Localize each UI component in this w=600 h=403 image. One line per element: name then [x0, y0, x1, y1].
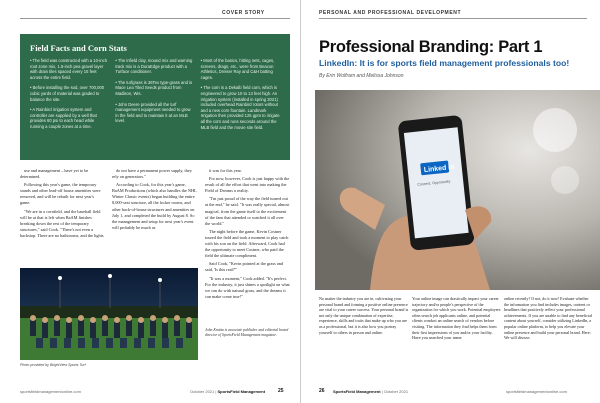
paragraph: The night before the game, Kevin Costner toured the field and took a moment to play catch with his son on the field. Afterward, Cook had the opportunity to meet Costner, who paid the field the ultimate compliment. [205, 228, 289, 259]
body-col-1: No matter the industry you are in, cultivating your personal brand and forming a positive online presence are vital to your career success. Your personal brand is not only the unique combination of expertise, experience, skills and traits that make up who you are as a professional, but it is also how you portray yourself to others in person and online. [319, 296, 409, 335]
body-col-2 [112, 168, 197, 233]
paragraph: Following this year's game, the temporary stands and other lead-off house amenities were removed, and will be rebuilt for next year's game. [20, 182, 101, 206]
sidebar-fact: • Before installing the sod, over 700,000 cubic yards of material was graded to balance the site. [30, 85, 105, 102]
right-page [300, 0, 600, 403]
body-col-3: online recently? If not, do it now! Evaluate whether the information you find includes images, content or headlines that positively reflect your professional achievements. If you are unable to find any beneficial content about yourself, consider utilizing LinkedIn, a popular online platform, to help you elevate your online presence and build your personal brand. Here: We will discuss [504, 296, 593, 341]
phone-photo [315, 90, 600, 290]
section-tag: PERSONAL AND PROFESSIONAL DEVELOPMENT [319, 10, 462, 16]
footer-magazine: SportsField Management [333, 389, 381, 394]
body-col-3 [205, 168, 290, 302]
body-col-2: Your online image can drastically impact your career trajectory and/or people's perspective of the organization for which you work. Potential employers often search job applicants online, and potential clients conduct an online search of vendors before visiting. The information they find helps them form their first impressions of you and/or your facility. Have you searched your name [412, 296, 501, 341]
paragraph: "It was a moment," Cook added. "It's perfect. For the industry, it just shines a spotlight on what we can do with natural grass, and the dreams it can make come true!" [205, 275, 290, 299]
paragraph: use and management – have yet to be determined. [20, 168, 89, 180]
footer-issue-date: October 2021 [383, 389, 409, 394]
photo-credit: Photo provided by BrightView Sports Turf [20, 363, 86, 367]
field-facts-sidebar [20, 34, 290, 160]
sidebar-fact: • The corn is a Dekalb field corn, which is engineered to grow 10 to 13 feet high. An irrigation system (installed in spring 2021) included overhead Rainbird rotors without and a new corn fountain. Landmark Irrigation then provided 125 gpm to irrigate all the corn and runs seconds around the MLB field and the movie site field. [200, 85, 280, 130]
sidebar-fact: • John Deere provided all the turf management equipment needed to grow in the field and to maintain it at an MLB level. [115, 101, 191, 124]
paragraph: do not have a permanent power supply, they rely on generators." [112, 168, 192, 180]
footer-url: sportsfieldmanagementonline.com [20, 389, 81, 394]
article-subtitle: LinkedIn: It is for sports field management professionals too! [319, 58, 570, 68]
sidebar-col-1 [30, 58, 109, 135]
footer-url: sportsfieldmanagementonline.com [506, 389, 567, 394]
sidebar-col-2 [115, 58, 194, 135]
section-tag: COVER STORY [222, 10, 265, 16]
header-rule [20, 18, 290, 19]
paragraph: "We are in a cornfield, and the baseball field will be at that is left when BaAM finishes breaking down the rest of the temporary structures," said Cook. "There's not even a backstop. There are no bathrooms, and the lights [20, 208, 104, 238]
sidebar-fact: • The field was constructed with a 10-inch root zone mix, 1.5-inch pea gravel layer with drain tiles spaced every 15 feet across the entire field. [30, 58, 108, 80]
footer-issue-date: October 2021 [190, 389, 215, 394]
team-photo [20, 268, 198, 360]
page-number: 25 [278, 388, 284, 394]
article-title: Professional Branding: Part 1 [319, 38, 543, 56]
sidebar-fact: • The turfgrass is 36Tex type-grass and is Mace Lea Tiled Seeds product from Madison, Wis. [115, 79, 193, 96]
sidebar-title: Field Facts and Corn Stats [30, 43, 127, 53]
body-col-1 [20, 168, 105, 241]
paragraph: it was for this year. [209, 168, 242, 173]
byline: By Erin Wolfram and Melissa Johnson [319, 73, 404, 79]
footer-magazine: SportsField Management [217, 389, 266, 394]
footer-issue: October 2021 | SportsField Management [190, 389, 266, 394]
paragraph: Said Cook, "Kevin pointed at the grass and said, 'Is this real?'" [205, 261, 284, 273]
sidebar-fact: • A Rainbird irrigation system and controller are supplied by a well that provides 60 psi to each head while running a couple zones at a time. [30, 107, 97, 129]
author-bio: John Kmitta is associate publisher and editorial brand director of SportsField Management magazine. [205, 328, 289, 337]
phone-caption: Connect. Opportunity. [417, 179, 452, 187]
sidebar-fact: • Most of the basics, hitting nets, cages, screens, drags, etc., were from Beacon Athletics, Dreiser Ray and C&H batting cages. [200, 58, 275, 80]
sidebar-col-3 [201, 58, 280, 135]
sidebar-fact: • The infield clay, mound mix and warning track mix is a DuraEdge product with a Turface conditioner. [115, 58, 193, 75]
page-number: 26 [319, 388, 325, 394]
paragraph: According to Cook, for this year's game, BaAM Productions (which also handles the NHL Winter Classic events) began building the entire 8,000-seat structure, all the locker rooms, and other back-of-house structures and amenities on July 1, and completed the build by August 8. So the management and setup for next year's event will probably be much as [112, 182, 197, 230]
paragraph: For now, however, Cook is just happy with the result of all the effort that went into making the Field of Dreams a reality. [205, 176, 290, 194]
paragraph: "I'm just proud of the way the field turned out at the end," he said. "It was really special, almost magical, from the game itself to the excitement of the fans that attended or watched it all over the world." [205, 196, 290, 226]
header-rule [319, 18, 587, 19]
linkedin-logo-text: Linked in [423, 163, 455, 175]
footer-issue: SportsField Management | October 2021 [333, 389, 409, 394]
